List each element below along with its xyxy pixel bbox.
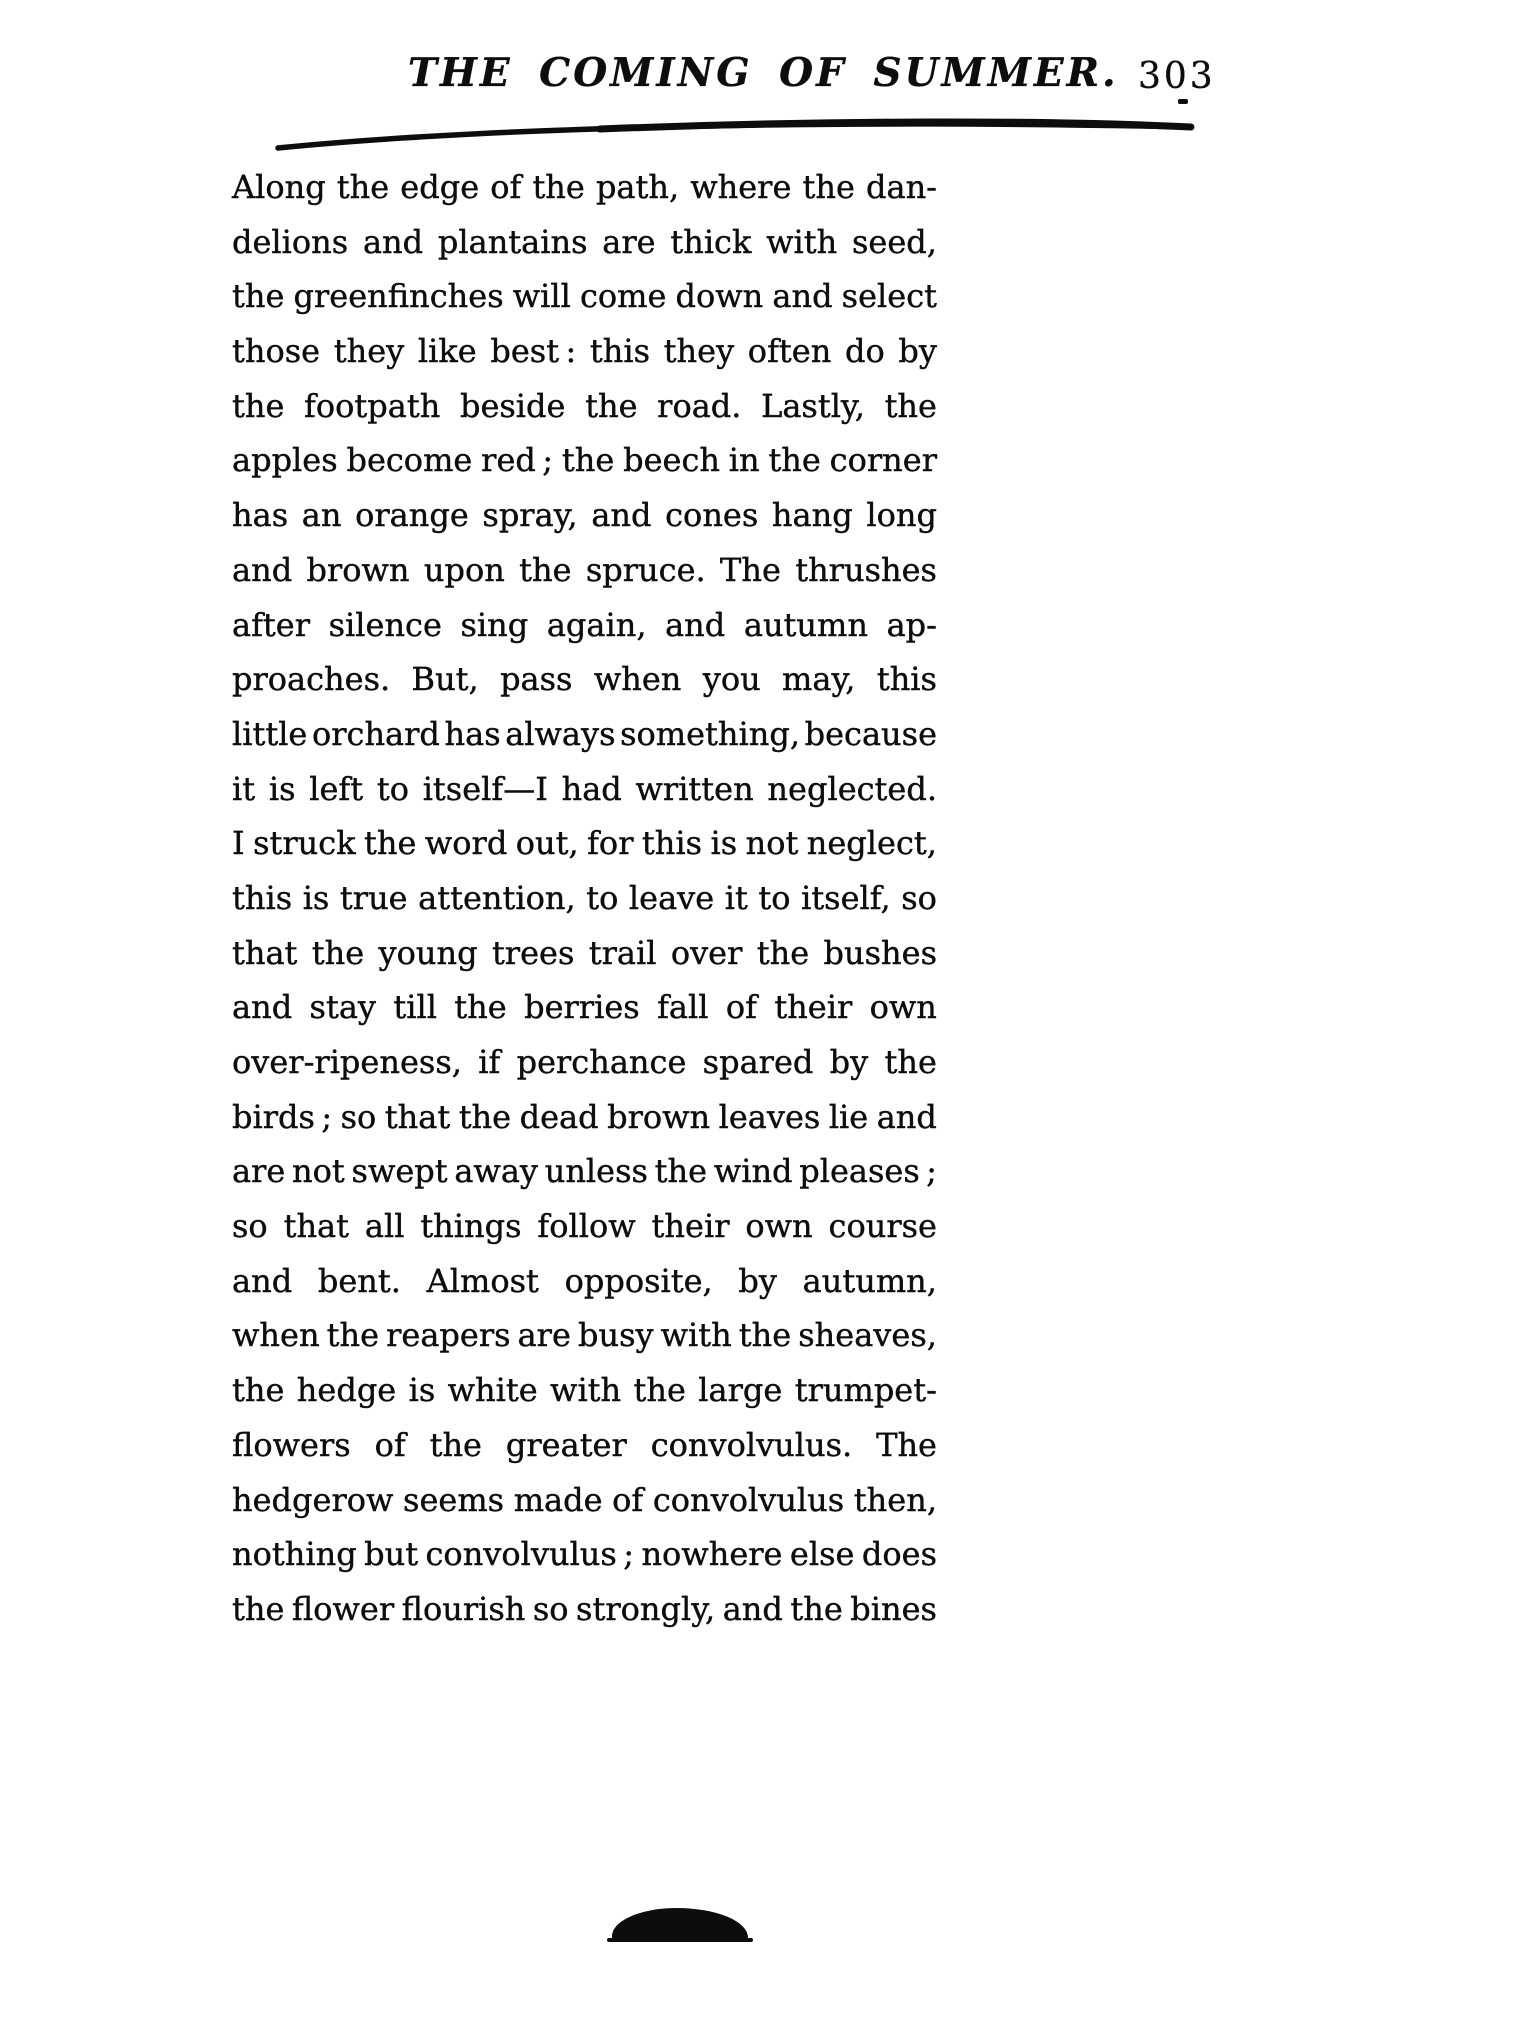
word: path, xyxy=(595,168,680,206)
word: upon xyxy=(423,550,505,589)
word: neglect, xyxy=(806,824,937,863)
word: become xyxy=(346,441,473,480)
word: the xyxy=(232,1371,285,1410)
word: follow xyxy=(537,1207,636,1246)
word: this xyxy=(641,824,703,863)
word: by xyxy=(829,1043,869,1081)
body-line xyxy=(232,379,937,434)
word: swept xyxy=(351,1152,448,1191)
word: and xyxy=(591,496,652,535)
running-title: THE COMING OF SUMMER. xyxy=(408,50,1119,96)
ink-blot-base xyxy=(607,1938,753,1942)
word: because xyxy=(804,714,937,753)
body-line xyxy=(232,543,937,598)
word: that xyxy=(283,1207,349,1246)
word: flourish xyxy=(401,1589,526,1628)
body-line xyxy=(232,269,937,324)
word: it xyxy=(724,878,748,917)
word: for xyxy=(587,824,634,863)
word: not xyxy=(745,824,799,863)
word: young xyxy=(378,933,478,972)
word: of xyxy=(612,1480,644,1519)
word: orchard xyxy=(311,714,440,753)
word: so xyxy=(532,1589,569,1628)
word: The xyxy=(876,1425,937,1464)
word: come xyxy=(579,277,667,316)
word: large xyxy=(698,1371,783,1410)
body-line xyxy=(232,324,937,379)
word: not xyxy=(292,1152,345,1191)
word: long xyxy=(866,496,937,535)
word: little xyxy=(232,714,308,753)
word: thick xyxy=(670,222,752,261)
word: bent. xyxy=(317,1261,401,1300)
word: convolvulus. xyxy=(650,1425,853,1464)
word: convolvulus ; xyxy=(425,1535,634,1574)
word: the xyxy=(654,1152,708,1191)
word: does xyxy=(861,1535,937,1574)
word: trees xyxy=(491,933,575,972)
word: with xyxy=(766,222,838,261)
word: opposite, xyxy=(564,1261,713,1300)
word: it xyxy=(232,769,256,808)
word: and xyxy=(876,1097,937,1136)
word: the xyxy=(738,1316,792,1355)
word: the xyxy=(232,1589,285,1628)
word: so xyxy=(901,878,937,917)
word: cones xyxy=(665,496,759,535)
word: proaches. xyxy=(232,660,391,699)
word: the xyxy=(326,1316,380,1355)
word: their xyxy=(651,1207,730,1246)
body-line xyxy=(232,1308,937,1363)
word: flower xyxy=(291,1589,395,1628)
word: neglected. xyxy=(767,769,937,808)
word: I xyxy=(232,824,245,863)
word: silence xyxy=(328,605,442,644)
word: spray, xyxy=(482,496,578,535)
word: in xyxy=(728,441,760,480)
word: and xyxy=(232,988,293,1027)
word: word xyxy=(424,824,508,863)
word: so xyxy=(232,1207,268,1246)
word: hang xyxy=(771,496,853,535)
word: busy xyxy=(577,1316,654,1355)
word: Along xyxy=(232,168,326,206)
body-line xyxy=(232,488,937,543)
body-line xyxy=(232,762,937,817)
body-line xyxy=(232,1527,937,1582)
word: beside xyxy=(459,386,566,425)
word: written xyxy=(635,769,754,808)
word: has xyxy=(232,496,289,535)
word: the xyxy=(336,168,390,206)
word: berries xyxy=(524,988,640,1027)
body-line xyxy=(232,1254,937,1309)
word: hedge xyxy=(296,1371,397,1410)
word: by xyxy=(738,1261,777,1300)
word: sing xyxy=(460,605,529,644)
body-line xyxy=(232,1473,937,1528)
word: and xyxy=(362,222,424,261)
word: pass xyxy=(500,660,573,699)
word: that xyxy=(384,1097,451,1136)
word: this xyxy=(232,878,293,917)
word: lie xyxy=(828,1097,869,1136)
word: Lastly, xyxy=(761,386,865,425)
word: strongly, xyxy=(576,1589,716,1628)
word: trumpet- xyxy=(794,1371,937,1410)
word: the xyxy=(790,1589,843,1628)
word: are xyxy=(232,1152,286,1191)
word: spared xyxy=(702,1043,814,1081)
word: are xyxy=(517,1316,571,1355)
word: bines xyxy=(850,1589,937,1628)
word: brown xyxy=(607,1097,711,1136)
word: is xyxy=(302,878,330,917)
word: birds ; xyxy=(232,1097,333,1136)
word: to xyxy=(586,878,619,917)
word: greenfinches xyxy=(293,277,504,316)
ink-blot xyxy=(612,1908,748,1942)
word: has xyxy=(444,714,501,753)
word: brown xyxy=(306,550,410,589)
word: the xyxy=(532,168,585,206)
word: own xyxy=(745,1207,813,1246)
word: reapers xyxy=(386,1316,511,1355)
word: leave xyxy=(628,878,715,917)
word: when xyxy=(232,1316,320,1355)
body-line xyxy=(232,707,937,762)
body-line xyxy=(232,816,937,871)
word: itself, xyxy=(801,878,891,917)
word: itself—I xyxy=(422,769,548,808)
word: is xyxy=(710,824,738,863)
word: and xyxy=(232,1261,293,1300)
word: is xyxy=(268,769,296,808)
word: again, xyxy=(546,605,647,644)
word: left xyxy=(309,769,364,808)
word: the xyxy=(884,1043,937,1081)
word: the xyxy=(756,933,810,972)
word: by xyxy=(898,332,937,371)
word: thrushes xyxy=(795,550,937,589)
word: all xyxy=(364,1207,405,1246)
body-line xyxy=(232,1090,937,1145)
word: is xyxy=(408,1371,436,1410)
word: you xyxy=(702,660,761,699)
word: nowhere xyxy=(641,1535,783,1574)
word: the xyxy=(364,824,417,863)
word: to xyxy=(376,769,409,808)
word: footpath xyxy=(304,386,441,425)
word: the xyxy=(585,386,638,425)
word: that xyxy=(232,933,298,972)
word: the xyxy=(561,441,615,480)
word: always xyxy=(505,714,616,753)
word: till xyxy=(393,988,437,1027)
word: often xyxy=(747,332,832,371)
word: and xyxy=(722,1589,783,1628)
word: out, xyxy=(515,824,579,863)
body-line xyxy=(232,598,937,653)
word: fall xyxy=(657,988,709,1027)
word: attention, xyxy=(418,878,576,917)
word: The xyxy=(720,550,781,589)
word: the xyxy=(884,386,937,425)
body-line xyxy=(232,980,937,1035)
word: leaves xyxy=(718,1097,821,1136)
word: the xyxy=(768,441,821,480)
word: road. xyxy=(657,386,742,425)
word: delions xyxy=(232,222,349,261)
word: are xyxy=(602,222,656,261)
word: when xyxy=(593,660,682,699)
word: autumn xyxy=(743,605,868,644)
word: seems xyxy=(403,1480,505,1519)
word: the xyxy=(519,550,572,589)
body-line xyxy=(232,1144,937,1199)
word: do xyxy=(844,332,885,371)
word: the xyxy=(458,1097,512,1136)
word: they xyxy=(333,332,405,371)
word: best : xyxy=(490,332,577,371)
word: unless xyxy=(544,1152,648,1191)
word: the xyxy=(802,168,855,206)
word: over-ripeness, xyxy=(232,1043,462,1081)
word: corner xyxy=(829,441,937,480)
word: will xyxy=(512,277,571,316)
word: then, xyxy=(853,1480,937,1519)
word: the xyxy=(232,386,285,425)
word: trail xyxy=(588,933,657,972)
word: apples xyxy=(232,441,338,480)
word: nothing xyxy=(232,1535,357,1574)
word: own xyxy=(869,988,937,1027)
word: the xyxy=(232,277,285,316)
word: if xyxy=(478,1043,501,1081)
word: white xyxy=(447,1371,538,1410)
word: with xyxy=(660,1316,732,1355)
body-line xyxy=(232,1035,937,1090)
page-number: 303 xyxy=(1138,56,1216,97)
body-line xyxy=(232,1199,937,1254)
word: plantains xyxy=(437,222,588,261)
word: of xyxy=(374,1425,406,1464)
word: the xyxy=(429,1425,482,1464)
word: ap- xyxy=(886,605,937,644)
word: spruce. xyxy=(585,550,706,589)
word: convolvulus xyxy=(652,1480,845,1519)
word: to xyxy=(758,878,791,917)
body-text xyxy=(232,160,937,1637)
word: true xyxy=(339,878,408,917)
word: made xyxy=(513,1480,603,1519)
body-line xyxy=(232,433,937,488)
word: had xyxy=(561,769,622,808)
word: and xyxy=(772,277,833,316)
word: down xyxy=(675,277,764,316)
body-line xyxy=(232,1418,937,1473)
word: of xyxy=(725,988,757,1027)
word: but xyxy=(364,1535,419,1574)
word: something, xyxy=(620,714,801,753)
word: orange xyxy=(355,496,469,535)
word: their xyxy=(774,988,853,1027)
word: course xyxy=(828,1207,937,1246)
word: seed, xyxy=(851,222,937,261)
word: like xyxy=(417,332,477,371)
word: bushes xyxy=(823,933,937,972)
word: struck xyxy=(253,824,356,863)
body-line xyxy=(232,1582,937,1637)
word: things xyxy=(420,1207,522,1246)
word: away xyxy=(454,1152,538,1191)
word: else xyxy=(789,1535,855,1574)
word: and xyxy=(232,550,293,589)
word: and xyxy=(665,605,726,644)
body-line xyxy=(232,160,937,215)
word: pleases ; xyxy=(799,1152,937,1191)
word: perchance xyxy=(516,1043,687,1081)
word: red ; xyxy=(481,441,554,480)
word: the xyxy=(454,988,507,1027)
word: hedgerow xyxy=(232,1480,394,1519)
word: the xyxy=(311,933,365,972)
word: sheaves, xyxy=(798,1316,937,1355)
word: this xyxy=(589,332,650,371)
body-line xyxy=(232,652,937,707)
word: greater xyxy=(505,1425,627,1464)
word: wind xyxy=(713,1152,793,1191)
word: those xyxy=(232,332,321,371)
word: with xyxy=(550,1371,622,1410)
word: stay xyxy=(309,988,376,1027)
header-rule xyxy=(270,112,1200,160)
word: dead xyxy=(519,1097,599,1136)
word: of xyxy=(490,168,522,206)
word: this xyxy=(876,660,937,699)
word: edge xyxy=(400,168,480,206)
word: beech xyxy=(623,441,720,480)
word: select xyxy=(841,277,937,316)
word: may, xyxy=(782,660,856,699)
word: over xyxy=(670,933,743,972)
body-line xyxy=(232,1363,937,1418)
word: so xyxy=(340,1097,377,1136)
word: autumn, xyxy=(802,1261,937,1300)
word: flowers xyxy=(232,1425,351,1464)
word: Almost xyxy=(426,1261,539,1300)
word: they xyxy=(663,332,735,371)
word: an xyxy=(301,496,342,535)
word: after xyxy=(232,605,311,644)
body-line xyxy=(232,215,937,270)
word: But, xyxy=(411,660,479,699)
word: the xyxy=(633,1371,686,1410)
word: dan- xyxy=(866,168,937,206)
body-line xyxy=(232,926,937,981)
ink-speck xyxy=(1178,99,1188,104)
word: where xyxy=(690,168,792,206)
body-line xyxy=(232,871,937,926)
